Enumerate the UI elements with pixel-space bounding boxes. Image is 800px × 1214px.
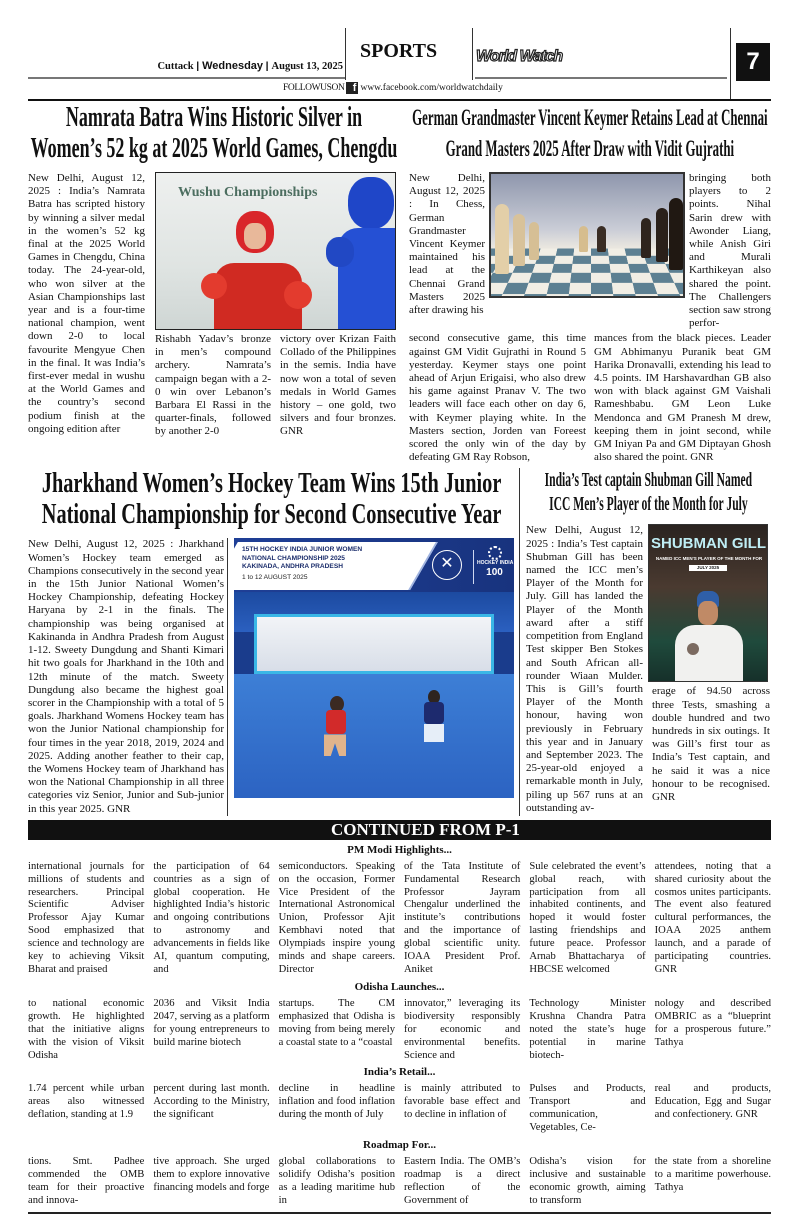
story-column: attendees, noting that a shared curiosity about the cosmos unites participants. The event also featured cultural performances, the IOAA 2025 anthem launch, and a parade of participating countries. GNR: [654, 860, 771, 975]
article-column: second consecutive game, this time against GM Vidit Gujrathi in Round 5 yesterday. Keymer stays one point ahead of Arjun Erigaisi, who also drew his game against Pranav V. The two leaders will face each other on day 6, with Keymer playing white. In the Masters section, Jorden van Foreest scored the only win of the day by defeating GM Ray Robson,: [409, 332, 586, 464]
headline-line: German Grandmaster Vincent Keymer Retains Lead at Chennai: [412, 105, 768, 130]
story-column: Pulses and Products, Transport and communication, Vegetables, Ce-: [529, 1083, 646, 1134]
page-content: [28, 102, 771, 1214]
banner-line: 15TH HOCKEY INDIA JUNIOR WOMEN: [242, 546, 363, 554]
article-column: New Delhi, August 12, 2025 : In Chess, German Grandmaster Vincent Keymer maintained his lead at the Chennai Grand Masters 2025 after drawing his: [409, 172, 485, 317]
follow-us: [283, 82, 503, 94]
story-column: the participation of 64 countries as a sign of global cooperation. He highlighted India’s historic and ongoing contributions to astronomy and advancements in fields like AI, quantum computing, and: [153, 860, 270, 975]
story-columns: [28, 1083, 771, 1135]
story-column: international journals for millions of students and researchers. Principal Scientific Adviser Professor Ajay Kumar Sood emphasized that science and technology are key to achieving Viksit Bharat and praised: [28, 860, 145, 975]
headline-line: ICC Men’s Player of the Month for July: [549, 493, 748, 516]
continued-story-title[interactable]: Roadmap For...: [363, 1139, 436, 1152]
continued-story-title[interactable]: PM Modi Highlights...: [347, 843, 452, 856]
headline: [526, 468, 771, 524]
issue-date: August 13, 2025: [271, 61, 343, 72]
dateline: Cuttack | Wednesday | August 13, 2025: [157, 60, 343, 72]
photo-banner-text: Wushu Championships: [178, 185, 318, 200]
story-columns: [28, 1156, 771, 1208]
story-column: 2036 and Viksit India 2047, serving as a platform for young entrepreneurs to build marine biotech: [153, 997, 270, 1048]
photo-title: SHUBMAN GILL: [651, 535, 766, 553]
headline: [28, 102, 400, 172]
continued-story: [28, 980, 771, 1063]
article-column: erage of 94.50 across three Tests, smashing a double hundred and two hundreds in six outings. It was Gill’s first tour as India’s Test captain, and he said it was a nice honour to be recognised. GNR: [652, 685, 770, 804]
city: Cuttack: [157, 61, 194, 72]
photo-subtitle: NAMED ICC MEN'S PLAYER OF THE MONTH FOR: [655, 556, 763, 562]
article-gill: [526, 468, 771, 815]
headline: [28, 468, 514, 538]
article-column: New Delhi, August 12, 2025 : India’s Test captain Shubman Gill has been named the ICC men’s Player of the Month for July. Gill has landed the Player of the Month award after a stiff competition from England Test skipper Ben Stokes and South African all-rounder Wiaan Mulder. This is Gill’s fourth Player of the Month honour, having won previously in February this year and in January and September 2023. The 25-year-old enjoyed a remarkable month in July, piling up 567 runs at an outstanding av-: [526, 524, 643, 814]
story-columns: [28, 998, 771, 1063]
article-column: Rishabh Yadav’s bronze in men’s compound archery. Namrata’s campaign began with a 2-0 win over Lebanon’s Barbara El Rassi in the quarter-finals, followed by another 2-0: [155, 333, 271, 438]
continued-story: [28, 1065, 771, 1135]
story-column: decline in headline inflation and food inflation during the month of July: [278, 1083, 395, 1121]
logo-number: 100: [486, 567, 503, 579]
championship-banner: [234, 538, 514, 592]
headline-line: Women’s 52 kg at 2025 World Games, Chengdu: [30, 132, 398, 164]
continued-banner: CONTINUED FROM P-1: [28, 820, 771, 840]
story-column: is mainly attributed to favorable base effect and to decline in inflation of: [404, 1083, 521, 1121]
story-column: of the Tata Institute of Fundamental Research Professor Jayram Chengalur underlined the institute’s contributions and the importance of global scientific unity. IOAA President Prof. Aniket: [404, 860, 521, 975]
headline-line: Grand Masters 2025 After Draw with Vidit Gujrathi: [445, 136, 735, 161]
headline: [409, 102, 771, 172]
chess-photo: [489, 172, 685, 298]
article-body: New Delhi, August 12, 2025 : Jharkhand Women’s Hockey team emerged as Champions consecutively in the second year in the 15th Junior National Women’s Hockey Championship, defeating Hockey Haryana by 2-1 in the finals. The championship was being organised at Kakinanda in Andhra Pradesh from August 1-12. Sweety Dungdung and Shanti Kimari hit two goals for Jharkhand in the 10th and 12th minute of the match. Sweety Dungdung also became the highest goal scorer in the Championship with a total of 5 goals. Jharkhand Womens Hockey team has won the Junior National championship for four times in the year 2018, 2019, 2024 and 2025. Adding another feather to their cap, the Womens Hockey team of Jharkhand has won the National Championship in all three categories viz Senior, Junior and Sub-junior in this year 2025. GNR: [28, 538, 228, 815]
facebook-icon: f: [346, 82, 358, 94]
continued-section: [28, 820, 771, 1214]
follow-label: FOLLOWUSON: [283, 83, 345, 93]
photo-tag: JULY 2025: [689, 565, 727, 571]
logo-label: HOCKEY INDIA: [477, 560, 514, 567]
headline-line: India’s Test captain Shubman Gill Named: [544, 469, 753, 492]
banner-dates: 1 to 12 AUGUST 2025: [242, 573, 308, 581]
story-column: Technology Minister Krushna Chandra Patra noted the state’s huge potential in marine biotech-: [529, 997, 646, 1061]
article-column: bringing both players to 2 points. Nihal Sarin drew with Awonder Liang, while Anish Giri and Murali Karthikeyan also shared the point. The Challengers section saw strong perfor-: [689, 172, 771, 330]
hockey-india-logo: [477, 546, 512, 578]
story-column: global collaborations to solidify Odisha’s position as a leading maritime hub in: [278, 1156, 395, 1206]
story-column: Odisha’s vision for inclusive and sustainable economic growth, aiming to transform: [529, 1156, 646, 1206]
story-column: nology and described OMBRIC as a “blueprint for a prosperous future.” Tathya: [654, 997, 771, 1048]
story-column: percent during last month. According to the Ministry, the significant: [153, 1083, 270, 1121]
article-column: victory over Krizan Faith Collado of the Philippines in the semis. India have now won a total of seven medals in World Games history – one gold, two silvers and four bronzes. GNR: [280, 333, 396, 438]
section-title: SPORTS: [360, 40, 438, 62]
story-column: semiconductors. Speaking on the occasion, Former Vice President of the International Astronomical Union, Professor Ajit Kembhavi noted that Olympiads inspire young minds and shape careers. Director: [278, 860, 395, 975]
story-column: innovator,” leveraging its biodiversity responsibly for economic and environmental benefits. Science and: [404, 997, 521, 1061]
article-column: New Delhi, August 12, 2025 : India’s Namrata Batra has scripted history by winning a silver medal in the women’s 52 kg final at the 2025 World Games in Chengdu, China today. The 24-year-old, who won silver at the Asian Championships last year and is a four-time national champion, went down 2-0 to local favourite Mengyue Chen in the final. It was India’s first-ever medal in wushu at the World Games and the country’s second podium finish at the ongoing edition after: [28, 172, 145, 435]
hockey-photo: [234, 538, 514, 798]
story-column: startups. The CM emphasized that Odisha is moving from being merely a coastal state to a “coastal: [278, 997, 395, 1048]
story-column: tive approach. She urged them to explore innovative financing models and forge: [153, 1156, 270, 1193]
article-wushu: [28, 102, 400, 464]
continued-story-title[interactable]: Odisha Launches...: [354, 980, 445, 993]
banner-line: KAKINADA, ANDHRA PRADESH: [242, 563, 343, 571]
wushu-photo: [155, 172, 396, 330]
banner-line: NATIONAL CHAMPIONSHIP 2025: [242, 554, 345, 562]
headline-line: National Championship for Second Consecutive Year: [41, 498, 502, 531]
story-columns: [28, 861, 771, 977]
headline-line: Namrata Batra Wins Historic Silver in: [65, 101, 363, 133]
story-column: real and products, Education, Egg and Sugar and confectionery. GNR: [654, 1083, 771, 1121]
gill-photo: [648, 524, 768, 682]
story-column: to national economic growth. He highlighted that the initiative aligns with the vision of Viksit Odisha: [28, 997, 145, 1061]
article-hockey: [28, 468, 520, 815]
continued-story: [28, 843, 771, 977]
story-column: Sule celebrated the event’s global reach, with participation from all inhabited continents, and hoped it would foster lasting friendships and future peace. Professor Arnab Bhattacharya of HBCSE welcomed: [529, 860, 646, 975]
story-column: 1.74 percent while urban areas also witnessed deflation, standing at 1.9: [28, 1083, 145, 1121]
continued-story-title[interactable]: India’s Retail...: [363, 1066, 436, 1079]
article-chess: [409, 102, 771, 464]
hockey-association-emblem: ✕: [432, 550, 462, 580]
weekday: Wednesday: [202, 60, 264, 72]
story-column: the state from a shoreline to a maritime powerhouse. Tathya: [654, 1156, 771, 1193]
article-column: mances from the black pieces. Leader GM Abhimanyu Puranik beat GM Harika Dronavalli, extending his lead to 4.5 points. IM Harshavardhan GB also won with black against GM Vaishali Rameshbabu. GM Leon Luke Mendonca and GM Pranesh M drew, keeping them in joint second, while GM Iniyan Pa and GM Diptayan Ghosh also shared the point. GNR: [594, 332, 771, 464]
facebook-link[interactable]: www.facebook.com/worldwatchdaily: [360, 83, 503, 93]
story-column: tions. Smt. Padhee commended the OMB team for their proactive and innova-: [28, 1156, 145, 1206]
page-number: 7: [736, 43, 770, 81]
story-column: Eastern India. The OMB’s roadmap is a direct reflection of the Government of: [404, 1156, 521, 1206]
continued-story: [28, 1138, 771, 1208]
world-watch-logo: World Watch: [476, 48, 563, 65]
headline-line: Jharkhand Women’s Hockey Team Wins 15th Junior: [41, 467, 502, 500]
